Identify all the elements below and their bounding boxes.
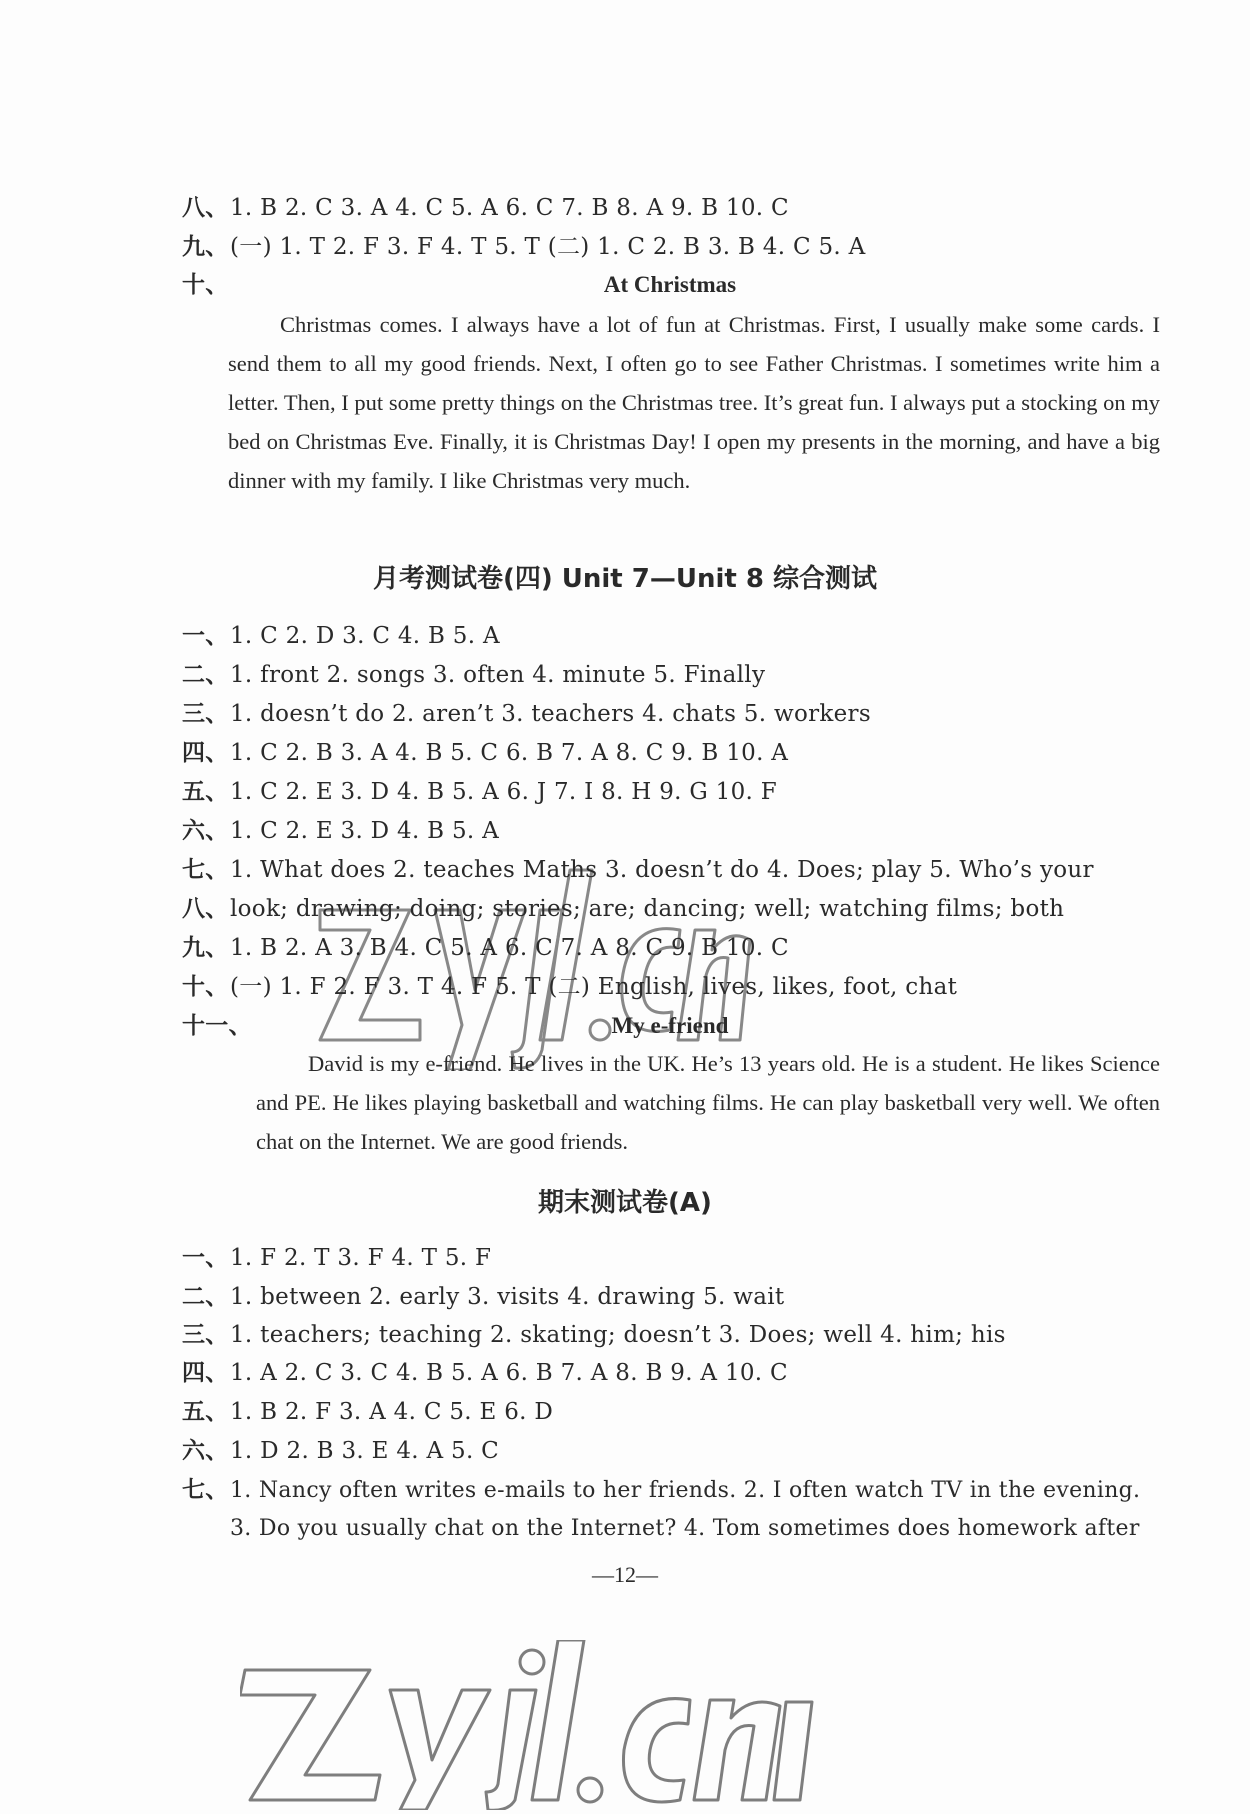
answer-line	[182, 267, 230, 303]
question-label: 二、	[182, 1284, 229, 1310]
answer-text: (一) 1. F 2. F 3. T 4. F 5. T (二) English, lives, likes, foot, chat	[230, 974, 958, 1000]
question-label: 二、	[182, 662, 229, 688]
question-label: 九、	[182, 935, 229, 961]
answer-text: 1. F 2. T 3. F 4. T 5. F	[230, 1245, 492, 1271]
question-label: 十、	[182, 272, 229, 298]
answer-text: 1. B 2. A 3. B 4. C 5. A 6. C 7. A 8. C 9. B 10. C	[230, 935, 789, 961]
answer-text: 1. B 2. C 3. A 4. C 5. A 6. C 7. B 8. A 9. B 10. C	[230, 195, 789, 221]
answer-text: 1. B 2. F 3. A 4. C 5. E 6. D	[230, 1399, 554, 1425]
question-label: 六、	[182, 1438, 229, 1464]
question-label: 七、	[182, 857, 229, 883]
answer-line	[182, 774, 777, 810]
question-label: 九、	[182, 234, 229, 260]
section-title: 期末测试卷(A)	[538, 1188, 712, 1218]
answer-line	[182, 1317, 1006, 1353]
answer-line	[182, 1355, 788, 1391]
answer-line	[182, 696, 871, 732]
answer-line	[182, 657, 765, 693]
answer-line	[182, 618, 500, 654]
question-label: 三、	[182, 1322, 229, 1348]
answer-line	[182, 1394, 553, 1430]
answer-text: 3. Do you usually chat on the Internet? 4. Tom sometimes does homework after	[230, 1516, 1140, 1541]
answer-line	[182, 930, 789, 966]
answer-text: 1. C 2. E 3. D 4. B 5. A 6. J 7. I 8. H 9. G 10. F	[230, 779, 778, 805]
answer-text: 1. C 2. E 3. D 4. B 5. A	[230, 818, 500, 844]
question-label: 三、	[182, 701, 229, 727]
answer-text: 1. Nancy often writes e-mails to her friends. 2. I often watch TV in the evening.	[230, 1478, 1141, 1503]
essay-title: At Christmas	[603, 272, 737, 297]
question-label: 一、	[182, 623, 229, 649]
answer-line	[182, 1472, 1140, 1508]
answer-text: 1. doesn’t do 2. aren’t 3. teachers 4. chats 5. workers	[230, 701, 871, 727]
answer-line	[182, 1511, 1140, 1547]
answer-text: 1. What does 2. teaches Maths 3. doesn’t do 4. Does; play 5. Who’s your	[230, 857, 1094, 883]
question-label: 八、	[182, 195, 229, 221]
answer-line	[182, 1008, 252, 1044]
question-label: 十、	[182, 974, 229, 1000]
essay-paragraph: David is my e-friend. He lives in the UK. He’s 13 years old. He is a student. He likes Science and PE. He likes playing basketball and watching films. He can play basketball very well. We often chat on the Internet. We are good friends.	[256, 1051, 1160, 1154]
answer-text: 1. C 2. D 3. C 4. B 5. A	[230, 623, 500, 649]
answer-text: 1. front 2. songs 3. often 4. minute 5. Finally	[230, 662, 766, 688]
question-label: 七、	[182, 1477, 229, 1503]
answer-text: look; drawing; doing; stories; are; dancing; well; watching films; both	[230, 896, 1065, 922]
answer-line	[182, 891, 1064, 927]
answer-line	[182, 813, 499, 849]
answer-text: 1. D 2. B 3. E 4. A 5. C	[230, 1438, 500, 1464]
essay-title: My e-friend	[611, 1013, 729, 1038]
question-label: 十一、	[182, 1013, 252, 1039]
answer-text: 1. C 2. B 3. A 4. B 5. C 6. B 7. A 8. C 9. B 10. A	[230, 740, 789, 766]
question-label: 六、	[182, 818, 229, 844]
answer-line	[182, 969, 957, 1005]
question-label: 一、	[182, 1245, 229, 1271]
answer-line	[182, 229, 866, 265]
essay-paragraph: Christmas comes. I always have a lot of fun at Christmas. First, I usually make some cards. I send them to all my good friends. Next, I often go to see Father Christmas. I sometimes write him a letter. Then, I put some pretty things on the Christmas tree. It’s great fun. I always put a stocking on my bed on Christmas Eve. Finally, it is Christmas Day! I open my presents in the morning, and have a big dinner with my family. I like Christmas very much.	[228, 312, 1160, 493]
answer-text: 1. teachers; teaching 2. skating; doesn’t 3. Does; well 4. him; his	[230, 1322, 1006, 1348]
question-label: 五、	[182, 1399, 229, 1425]
answer-line	[182, 190, 789, 226]
answer-text: 1. A 2. C 3. C 4. B 5. A 6. B 7. A 8. B 9. A 10. C	[230, 1360, 788, 1386]
answer-line	[182, 735, 788, 771]
answer-line	[182, 1433, 499, 1469]
answer-text: (一) 1. T 2. F 3. F 4. T 5. T (二) 1. C 2. B 3. B 4. C 5. A	[230, 234, 866, 260]
answer-line	[182, 1279, 784, 1315]
answer-line	[182, 852, 1094, 888]
question-label: 八、	[182, 896, 229, 922]
question-label: 五、	[182, 779, 229, 805]
watermark-logo	[240, 1640, 840, 1810]
question-label: 四、	[182, 1360, 229, 1386]
question-label: 四、	[182, 740, 229, 766]
answer-text: 1. between 2. early 3. visits 4. drawing 5. wait	[230, 1284, 785, 1310]
page-number: —12—	[592, 1562, 658, 1587]
section-title: 月考测试卷(四) Unit 7—Unit 8 综合测试	[372, 564, 878, 594]
answer-line	[182, 1240, 491, 1276]
